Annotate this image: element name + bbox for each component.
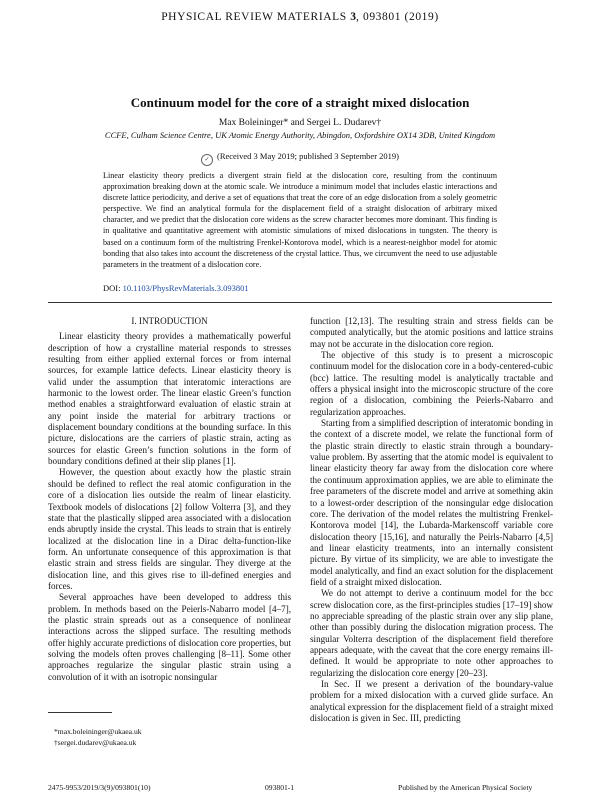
journal-volume: 3 — [350, 11, 357, 23]
received-published: (Received 3 May 2019; published 3 September 2019) — [216, 151, 399, 161]
footnote-email-1[interactable]: *max.boleininger@ukaea.uk — [54, 727, 142, 736]
journal-header: PHYSICAL REVIEW MATERIALS 3, 093801 (2019) — [161, 11, 439, 23]
authors: Max Boleininger* and Sergei L. Dudarev† — [218, 118, 382, 128]
paragraph: However, the question about exactly how the plastic strain should be defined to reflect the real atomic configuration in the core of a dislocation lies outside the realm of linear elasticity. Textbook models of dislocations [2] follow Volterra [3], and they state that the plastically slipped area associated with a dislocation ends abruptly inside the crystal. This leads to strain that is entirely localized at the dislocation line in a Dirac delta-function-like form. An unfortunate consequence of this approximation is that elastic strain and stress fields are singular. They diverge at the dislocation line, and this gives rise to ill-defined energies and forces. — [48, 467, 291, 591]
footnote-divider — [48, 712, 112, 713]
doi-link[interactable]: 10.1103/PhysRevMaterials.3.093801 — [122, 283, 249, 293]
affiliation: CCFE, Culham Science Centre, UK Atomic Energy Authority, Abingdon, Oxfordshire OX14 3DB, United Kingdom — [104, 130, 496, 140]
journal-name: PHYSICAL REVIEW MATERIALS — [161, 11, 347, 23]
paragraph: The objective of this study is to present a microscopic continuum model for the dislocation core in a body-centered-cubic (bcc) lattice. The resulting model is analytically tractable and offers a physical insight into the microscopic structure of the core region of a dislocation, combining the Peierls-Nabarro and regularization approaches. — [310, 350, 553, 417]
check-for-updates-icon[interactable]: ✓ — [201, 154, 213, 166]
paragraph: In Sec. II we present a derivation of the boundary-value problem for a mixed dislocation with a curved glide surface. An analytical expression for the displacement field of a straight mixed dislocation is given in Sec. III, predicting — [310, 679, 553, 724]
paragraph: Starting from a simplified description of interatomic bonding in the context of a discrete model, we relate the functional form of the plastic strain directly to elastic strain through a boundary-value problem. By asserting that the atomic model is equivalent to linear elasticity theory far away from the dislocation core where the continuum approximation applies, we are able to eliminate the free parameters of the discrete model and arrive at something akin to a lowest-order description of the nonsingular edge dislocation core. The derivation of the model relates the multistring Frenkel-Kontorova model [14], the Lubarda-Markenscoff variable core dislocation theory [15,16], and naturally the Peirls-Nabarro [4,5] and linear elasticity treatments, into an internally consistent picture. By virtue of its simplicity, we are able to investigate the model analytically, and find an exact solution for the displacement field of a straight mixed dislocation. — [310, 418, 553, 587]
paragraph: function [12,13]. The resulting strain and stress fields can be computed analytically, but the atomic positions and lattice strains may not be accurate in the dislocation core region. — [310, 316, 553, 349]
footer-publisher: Published by the American Physical Society — [398, 783, 533, 792]
divider — [48, 302, 552, 303]
abstract: Linear elasticity theory predicts a divergent strain field at the dislocation core, resulting from the continuum approximation breaking down at the atomic scale. We introduce a minimum model that includes elastic interactions and discrete lattice periodicity, and derive a set of equations that treat the core of an edge dislocation from a solely geometric perspective. We find an analytical formula for the displacement field of a straight dislocation of arbitrary mixed character, and we predict that the dislocation core widens as the screw character becomes more dominant. This finding is in qualitative and quantitative agreement with atomistic simulations of mixed dislocations in tungsten. The theory is based on a continuum form of the multistring Frenkel-Kontorova model, which is a nearest-neighbor model for atomic bonding that also takes into account the discreteness of the crystal lattice. Thus, we circumvent the need to use adjustable parameters in the treatment of a dislocation core. — [103, 171, 497, 269]
paper-title: Continuum model for the core of a straight mixed dislocation — [130, 95, 470, 110]
paragraph: Several approaches have been developed to address this problem. In methods based on the Peierls-Nabarro model [4–7], the plastic strain spreads out as a consequence of nonlinear interactions across the slipped surface. The resulting methods offer highly accurate predictions of dislocation core properties, but solving the models often proves challenging [8–11]. Some other approaches regularize the singular plastic strain using a convolution of it with an isotropic nonsingular — [48, 592, 292, 682]
doi-line — [103, 283, 249, 293]
footer-page: 093801-1 — [265, 783, 295, 792]
footer-issn: 2475-9953/2019/3(9)/093801(10) — [48, 783, 151, 792]
right-column — [310, 316, 553, 724]
article-number: 093801 (2019) — [362, 11, 439, 23]
dates-line — [0, 151, 600, 166]
paragraph: We do not attempt to derive a continuum model for the bcc screw dislocation core, as the first-principles studies [17–19] show no appreciable spreading of the plastic strain over any slip plane, other than possibly during the dislocation migration process. The singular Volterra description of the displacement field therefore appears adequate, with the caveat that the core energy remains ill-defined. It would be appropriate to note other approaches to regularizing the dislocation core energy [20–23]. — [310, 588, 553, 678]
section-heading: I. INTRODUCTION — [131, 316, 208, 326]
footnote-email-2[interactable]: †sergei.dudarev@ukaea.uk — [54, 738, 137, 747]
left-column — [48, 316, 291, 683]
doi-label: DOI: — [103, 283, 121, 293]
paragraph: Linear elasticity theory provides a mathematically powerful description of how a crystalline material responds to stresses resulting from either applied external forces or from internal sources, for example lattice defects. Linear elasticity theory is valid under the assumption that interatomic interactions are harmonic to the lowest order. The linear elastic Green’s function method enables a straightforward evaluation of elastic strain at any point inside the material for arbitrary tractions or displacement boundary conditions at the bounding surface. In this picture, dislocations are the carriers of plastic strain, acting as sources for elastic Green’s function solutions in the form of boundary conditions defined at their slip planes [1]. — [48, 331, 291, 467]
